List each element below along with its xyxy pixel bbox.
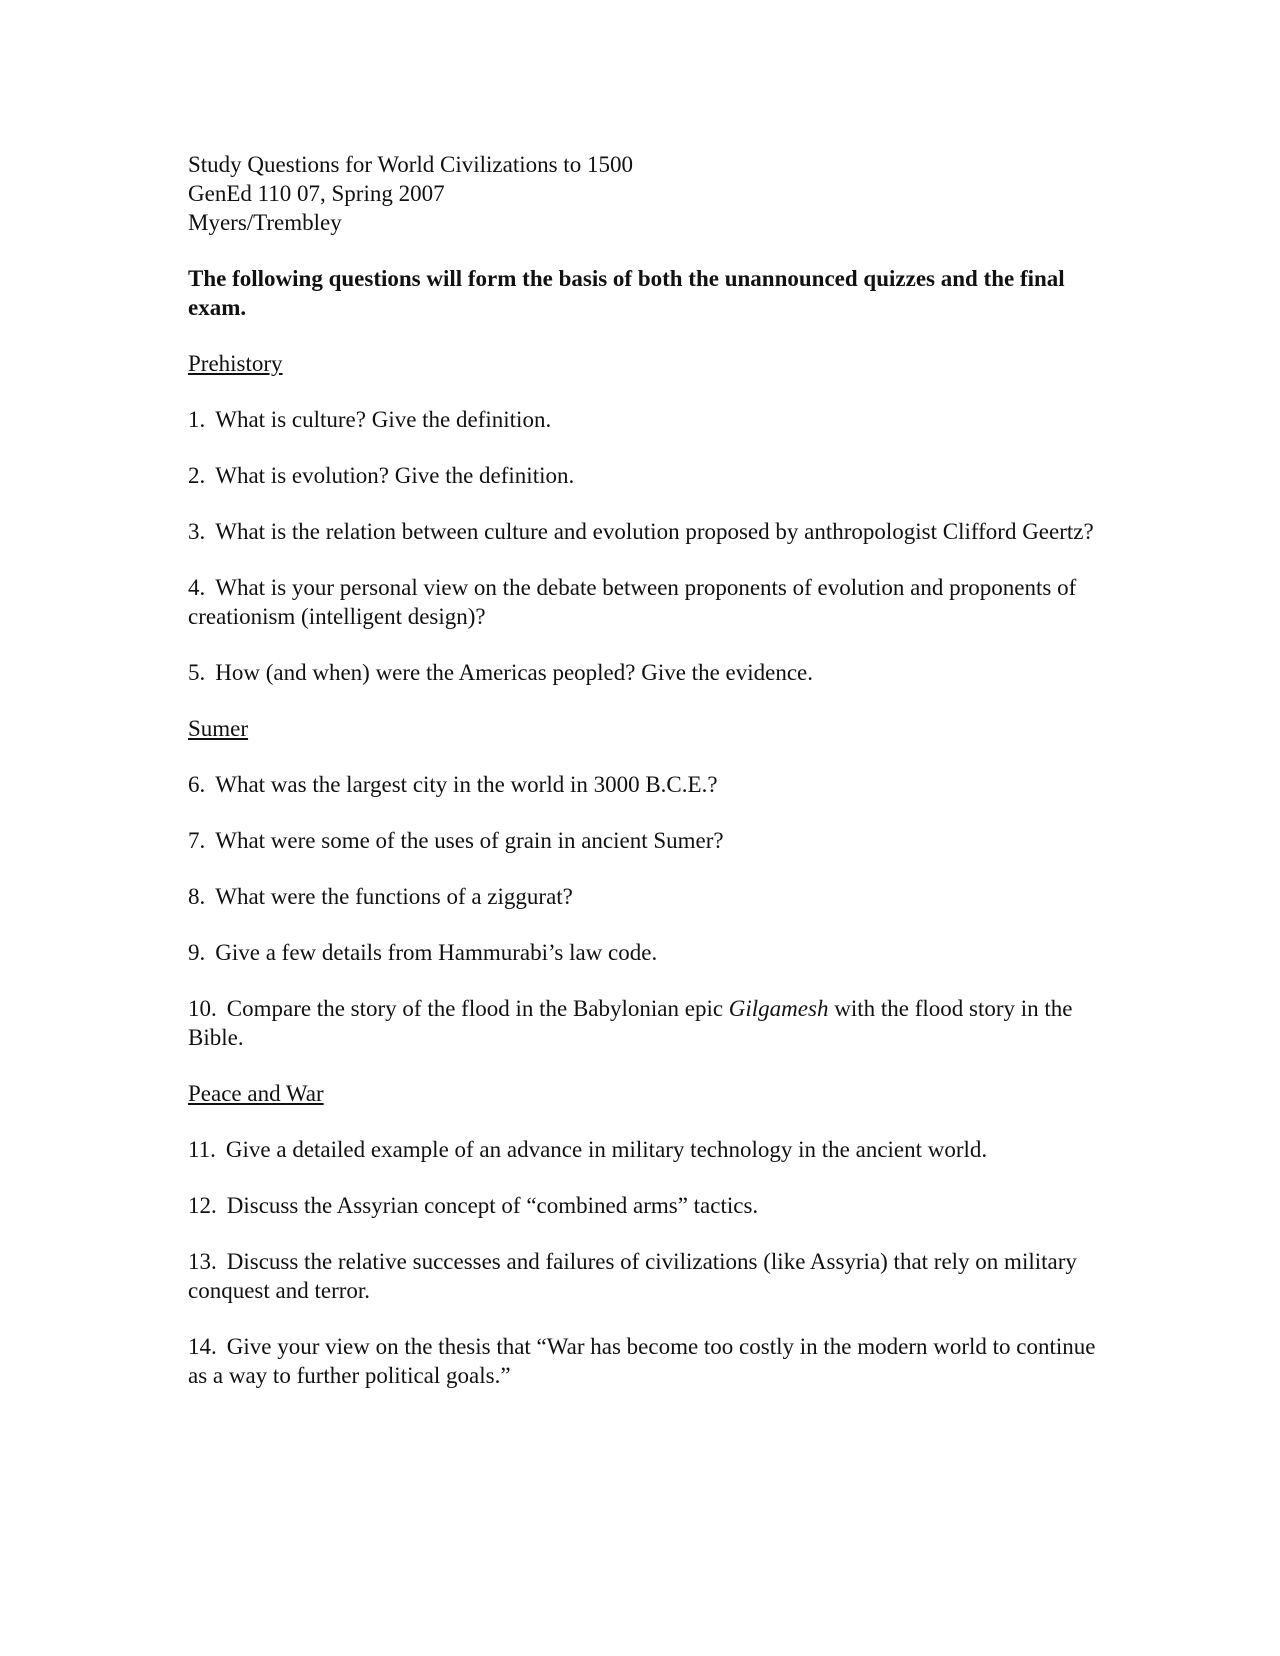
question-number: 4. — [188, 575, 206, 600]
question-number: 10. — [188, 996, 217, 1021]
question-number: 12. — [188, 1193, 217, 1218]
question-text: What is the relation between culture and evolution proposed by anthropologist Clifford Geertz? — [215, 519, 1094, 544]
question-5 — [188, 658, 1118, 687]
question-10 — [188, 994, 1118, 1052]
question-text: Give your view on the thesis that “War has become too costly in the modern world to continue as a way to further political goals.” — [188, 1334, 1096, 1388]
question-text-before: Compare the story of the flood in the Babylonian epic — [226, 996, 729, 1021]
course-code: GenEd 110 07, Spring 2007 — [188, 181, 445, 206]
question-14 — [188, 1332, 1118, 1390]
question-2 — [188, 461, 1118, 490]
question-text: Give a detailed example of an advance in military technology in the ancient world. — [225, 1137, 988, 1162]
question-6 — [188, 770, 1118, 799]
question-text: What is your personal view on the debate between proponents of evolution and proponents of creationism (intelligent design)? — [188, 575, 1077, 629]
question-text: Discuss the Assyrian concept of “combined arms” tactics. — [226, 1193, 759, 1218]
document-page — [188, 150, 1118, 1390]
question-text: What is evolution? Give the definition. — [215, 463, 575, 488]
question-number: 6. — [188, 772, 206, 797]
question-number: 9. — [188, 940, 206, 965]
question-4 — [188, 573, 1118, 631]
section-title-peace-and-war: Peace and War — [188, 1081, 324, 1106]
question-number: 3. — [188, 519, 206, 544]
question-13 — [188, 1247, 1118, 1305]
course-title: Study Questions for World Civilizations to 1500 — [188, 152, 633, 177]
question-text: Discuss the relative successes and failures of civilizations (like Assyria) that rely on military conquest and terror. — [188, 1249, 1077, 1303]
section-title-sumer: Sumer — [188, 716, 249, 741]
question-number: 11. — [188, 1137, 216, 1162]
question-1 — [188, 405, 1118, 434]
question-3 — [188, 517, 1118, 546]
question-number: 13. — [188, 1249, 217, 1274]
question-text-after: with the flood story in the Bible. — [188, 996, 1073, 1050]
question-text: Give a few details from Hammurabi’s law code. — [215, 940, 658, 965]
question-text: How (and when) were the Americas peopled? Give the evidence. — [215, 660, 814, 685]
question-7 — [188, 826, 1118, 855]
section-title-prehistory: Prehistory — [188, 351, 283, 376]
question-text: What was the largest city in the world in 3000 B.C.E.? — [215, 772, 718, 797]
question-11 — [188, 1135, 1118, 1164]
question-text: What is culture? Give the definition. — [215, 407, 552, 432]
question-9 — [188, 938, 1118, 967]
question-text: What were the functions of a ziggurat? — [215, 884, 573, 909]
question-12 — [188, 1191, 1118, 1220]
question-number: 14. — [188, 1334, 217, 1359]
question-8 — [188, 882, 1118, 911]
question-number: 8. — [188, 884, 206, 909]
question-number: 1. — [188, 407, 206, 432]
question-number: 7. — [188, 828, 206, 853]
instructors: Myers/Trembley — [188, 210, 342, 235]
document-header — [188, 150, 1118, 237]
exam-notice: The following questions will form the basis of both the unannounced quizzes and the final exam. — [188, 266, 1065, 320]
question-number: 5. — [188, 660, 206, 685]
epic-title: Gilgamesh — [728, 996, 829, 1021]
question-number: 2. — [188, 463, 206, 488]
question-text: What were some of the uses of grain in ancient Sumer? — [215, 828, 724, 853]
